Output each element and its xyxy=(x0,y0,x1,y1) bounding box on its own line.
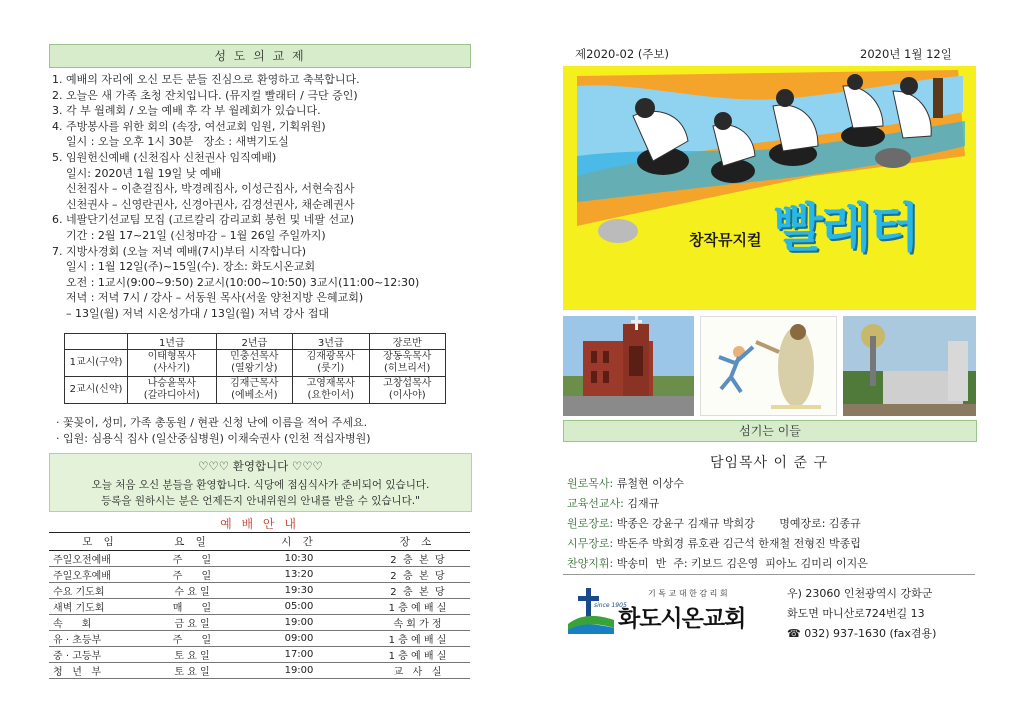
table-header-cell: 3년급 xyxy=(293,334,369,350)
table-cell: 주 일 xyxy=(151,631,233,647)
announcement-item: 신천집사 – 이춘걸집사, 박경례집사, 이성근집사, 서현숙집사 xyxy=(52,182,355,196)
announcement-item: 일시: 2020년 1월 19일 낮 예배 xyxy=(52,166,222,180)
table-cell: 금 요 일 xyxy=(151,615,233,631)
church-building-photo xyxy=(563,316,694,416)
table-cell: 민충선목사 (열왕기상) xyxy=(216,350,292,377)
table-cell: 09:00 xyxy=(233,631,365,647)
table-cell: 19:00 xyxy=(233,663,365,679)
table-cell: 1 층 예 배 실 xyxy=(365,599,470,615)
table-cell: 새벽 기도회 xyxy=(49,599,151,615)
table-cell: 1 층 예 배 실 xyxy=(365,631,470,647)
table-row xyxy=(65,377,446,404)
table-cell: 나승윤목사 (갈라디아서) xyxy=(128,377,217,404)
table-cell: 교 사 실 xyxy=(365,663,470,679)
announcement-item: 기간 : 2월 17~21일 (신청마감 – 1월 26일 주일까지) xyxy=(52,229,326,242)
staff-label: 교육선교사: xyxy=(567,497,624,510)
table-cell: 속 회 xyxy=(49,615,151,631)
table-cell: 주일오후예배 xyxy=(49,567,151,583)
announcement-item: 6. 네팔단기선교팀 모집 (고르칼리 감리교회 봉헌 및 네팔 선교) xyxy=(52,213,355,227)
table-cell: 13:20 xyxy=(233,567,365,583)
table-cell: 주 일 xyxy=(151,567,233,583)
table-cell: 중 · 고등부 xyxy=(49,647,151,663)
staff-row xyxy=(567,494,977,514)
issue-number: 제2020-02 (주보) xyxy=(575,47,670,61)
table-cell: 이태형목사 (사사기) xyxy=(128,350,217,377)
staff-value: 박돈주 박희경 류호관 김근석 한재철 전형진 박종립 xyxy=(616,537,861,550)
announcement-item: – 13일(월) 저녁 시온성가대 / 13일(월) 저녁 강사 접대 xyxy=(52,307,329,320)
note-item: · 꽃꽂이, 성미, 가족 총동원 / 현관 신청 난에 이름을 적어 주세요. xyxy=(56,416,368,429)
table-cell: 주일오전예배 xyxy=(49,551,151,567)
cross-wave-icon xyxy=(566,586,616,636)
church-logo xyxy=(566,584,786,640)
church-name: 화도시온교회 xyxy=(618,606,746,632)
announcement-item: 5. 임원헌신예배 (신천집사 신천권사 임직예배) xyxy=(52,151,277,164)
table-cell: 19:30 xyxy=(233,583,365,599)
staff-row xyxy=(567,514,977,534)
announcement-item: 3. 각 부 월례회 / 오늘 예배 후 각 부 월례회가 있습니다. xyxy=(52,104,321,118)
table-row xyxy=(49,647,470,663)
table-row xyxy=(49,567,470,583)
table-cell: 05:00 xyxy=(233,599,365,615)
table-cell: 토 요 일 xyxy=(151,647,233,663)
table-row xyxy=(49,631,470,647)
table-cell: 2 층 본 당 xyxy=(365,551,470,567)
table-cell: 수 요 일 xyxy=(151,583,233,599)
table-header-cell: 2년급 xyxy=(216,334,292,350)
welcome-box xyxy=(49,453,472,512)
table-cell: 1 층 예 배 실 xyxy=(365,647,470,663)
announcement-item: 7. 지방사경회 (오늘 저녁 예배(7시)부터 시작합니다) xyxy=(52,244,307,258)
table-header-cell: 시 간 xyxy=(233,533,365,551)
table-cell: 김재광목사 (룻기) xyxy=(293,350,369,377)
memorial-stone-photo xyxy=(843,316,976,416)
table-cell: 유 · 초등부 xyxy=(49,631,151,647)
table-row xyxy=(49,583,470,599)
table-header-cell: 요 일 xyxy=(151,533,233,551)
announcement-item: 오전 : 1교시(9:00~9:50) 2교시(10:00~10:50) 3교시(11:00~12:30) xyxy=(52,275,420,289)
table-cell: 19:00 xyxy=(233,615,365,631)
welcome-line: 등록을 원하시는 분은 언제든지 안내위원의 안내를 받을 수 있습니다." xyxy=(101,495,420,507)
row-label: 1교시(구약) xyxy=(65,350,128,377)
staff-label: 원로장로: xyxy=(567,517,614,530)
table-cell: 2 층 본 당 xyxy=(365,567,470,583)
staff-row xyxy=(567,474,977,494)
welcome-line: 오늘 처음 오신 분들을 환영합니다. 식당에 점심식사가 준비되어 있습니다. xyxy=(91,479,430,491)
poster-title: 빨래터 xyxy=(773,199,918,259)
table-cell: 토 요 일 xyxy=(151,663,233,679)
senior-pastor: 담임목사 이 준 구 xyxy=(709,455,829,471)
musical-poster xyxy=(563,66,976,310)
lecture-leader-table xyxy=(64,333,446,404)
table-row xyxy=(49,551,470,567)
table-row xyxy=(49,615,470,631)
staff-row xyxy=(567,554,977,574)
address-line: 우) 23060 인천광역시 강화군 xyxy=(787,587,933,600)
staff-value: 박송미 반 주: 키보드 김은영 피아노 김미리 이지은 xyxy=(616,557,868,570)
table-cell: 청 년 부 xyxy=(49,663,151,679)
note-list xyxy=(56,415,476,447)
staff-label: 찬양지휘: xyxy=(567,557,614,570)
table-cell: 장동욱목사 (히브리서) xyxy=(369,350,446,377)
table-cell: 고영재목사 (요한이서) xyxy=(293,377,369,404)
table-cell: 속 회 가 정 xyxy=(365,615,470,631)
table-header-cell: 1년급 xyxy=(128,334,217,350)
staff-value: 김재규 xyxy=(627,497,660,510)
announcement-list xyxy=(52,72,482,324)
jesus-embrace-illustration xyxy=(700,316,837,416)
note-item: · 입원: 심용식 집사 (일산중심병원) 이채숙권사 (인천 적십자병원) xyxy=(56,432,371,445)
table-cell: 17:00 xyxy=(233,647,365,663)
phone-number: ☎ 032) 937-1630 (fax겸용) xyxy=(787,627,937,640)
staff-label: 원로목사: xyxy=(567,477,614,490)
church-denomination: 기 독 교 대 한 감 리 회 xyxy=(648,589,728,598)
staff-row xyxy=(567,534,977,554)
announcement-item: 일시 : 오늘 오후 1시 30분 장소 : 새벽기도실 xyxy=(52,135,289,149)
poster-subtitle: 창작뮤지컬 xyxy=(689,231,762,249)
servants-title-bar: 섬기는 이들 xyxy=(563,420,977,442)
row-label: 2교시(신약) xyxy=(65,377,128,404)
divider xyxy=(563,574,975,575)
table-row xyxy=(49,599,470,615)
table-cell: 매 일 xyxy=(151,599,233,615)
table-row xyxy=(49,663,470,679)
table-header-row xyxy=(65,334,446,350)
table-header-cell xyxy=(65,334,128,350)
table-cell: 고창섭목사 (이사야) xyxy=(369,377,446,404)
table-header-cell: 장 소 xyxy=(365,533,470,551)
announcement-item: 1. 예배의 자리에 오신 모든 분들 진심으로 환영하고 축복합니다. xyxy=(52,73,360,86)
announcement-item: 신천권사 – 신영란권사, 신경아권사, 김경선권사, 채순례권사 xyxy=(52,197,355,211)
table-cell: 2 층 본 당 xyxy=(365,583,470,599)
staff-value: 박종은 강윤구 김재규 박희강 명예장로: 김종규 xyxy=(616,517,861,530)
announcement-item: 4. 주방봉사를 위한 회의 (속장, 여선교회 임원, 기획위원) xyxy=(52,119,326,133)
fellowship-title-bar: 성 도 의 교 제 xyxy=(49,44,471,68)
table-cell: 김재근목사 (에베소서) xyxy=(216,377,292,404)
announcement-item: 저녁 : 저녁 7시 / 강사 – 서동원 목사(서울 양천지방 은혜교회) xyxy=(52,291,364,305)
church-address xyxy=(787,584,936,644)
worship-schedule-table xyxy=(49,532,470,679)
table-header-cell: 모 임 xyxy=(49,533,151,551)
announcement-item: 일시 : 1월 12일(주)~15일(수). 장소: 화도시온교회 xyxy=(52,260,316,274)
staff-label: 시무장로: xyxy=(567,537,614,550)
table-cell: 10:30 xyxy=(233,551,365,567)
table-header-row xyxy=(49,533,470,551)
table-cell: 주 일 xyxy=(151,551,233,567)
address-line: 화도면 마니산로724번길 13 xyxy=(787,607,925,620)
staff-value: 류철현 이상수 xyxy=(616,477,684,490)
table-row xyxy=(65,350,446,377)
church-since: since 1905 xyxy=(594,602,627,609)
table-header-cell: 장로반 xyxy=(369,334,446,350)
staff-list xyxy=(567,474,977,574)
worship-guide-title: 예 배 안 내 xyxy=(220,517,299,531)
welcome-title: ♡♡♡ 환영합니다 ♡♡♡ xyxy=(198,459,323,473)
issue-date: 2020년 1월 12일 xyxy=(860,47,952,61)
announcement-item: 2. 오늘은 새 가족 초청 잔치입니다. (뮤지컬 빨래터 / 극단 증인) xyxy=(52,88,358,102)
table-cell: 수요 기도회 xyxy=(49,583,151,599)
